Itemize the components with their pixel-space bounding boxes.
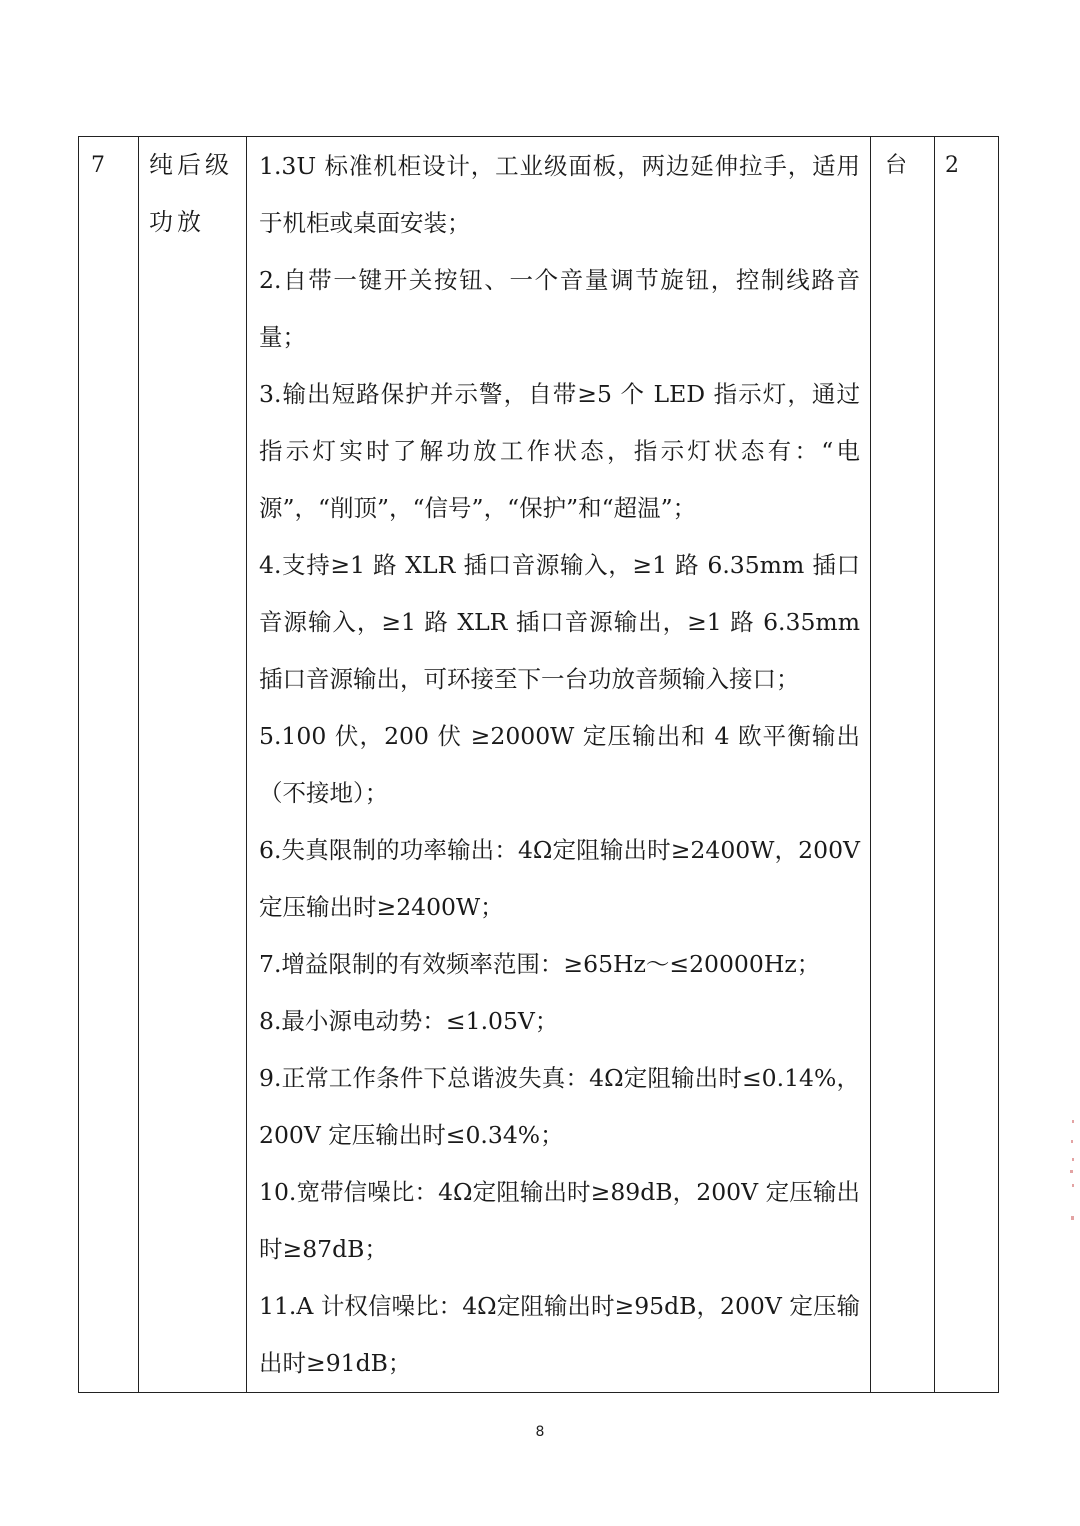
spec-item: 1.3U 标准机柜设计，工业级面板，两边延伸拉手，适用于机柜或桌面安装； — [259, 152, 860, 237]
spec-item: 6.失真限制的功率输出：4Ω定阻输出时≥2400W，200V 定压输出时≥2400W； — [259, 836, 860, 921]
unit: 台 — [871, 137, 935, 1393]
spec-item: 9.正常工作条件下总谐波失真：4Ω定阻输出时≤0.14%，200V 定压输出时≤0.34%； — [259, 1064, 860, 1149]
page-number: 8 — [535, 1424, 545, 1440]
spec-list — [247, 137, 871, 1393]
spec-item: 4.支持≥1 路 XLR 插口音源输入，≥1 路 6.35mm 插口音源输入，≥1 路 XLR 插口音源输出，≥1 路 6.35mm 插口音源输出，可环接至下一台功放音频输入接口； — [259, 551, 860, 693]
table-row — [79, 137, 999, 1393]
scan-edge-marks — [1066, 1118, 1078, 1228]
spec-table — [78, 136, 999, 1393]
item-number: 7 — [79, 137, 139, 1393]
spec-item: 3.输出短路保护并示警，自带≥5 个 LED 指示灯，通过指示灯实时了解功放工作状态，指示灯状态有：“电源”，“削顶”，“信号”，“保护”和“超温”； — [259, 380, 860, 522]
spec-item: 7.增益限制的有效频率范围：≥65Hz～≤20000Hz； — [259, 950, 821, 978]
spec-item: 10.宽带信噪比：4Ω定阻输出时≥89dB，200V 定压输出时≥87dB； — [259, 1178, 860, 1263]
spec-item: 11.A 计权信噪比：4Ω定阻输出时≥95dB，200V 定压输出时≥91dB； — [259, 1292, 860, 1377]
spec-item: 2.自带一键开关按钮、一个音量调节旋钮，控制线路音量； — [259, 266, 860, 351]
spec-item: 8.最小源电动势：≤1.05V； — [259, 1007, 559, 1035]
quantity: 2 — [935, 137, 999, 1393]
item-name: 纯后级功放 — [139, 137, 247, 1393]
spec-item: 5.100 伏，200 伏 ≥2000W 定压输出和 4 欧平衡输出（不接地）； — [259, 722, 860, 807]
